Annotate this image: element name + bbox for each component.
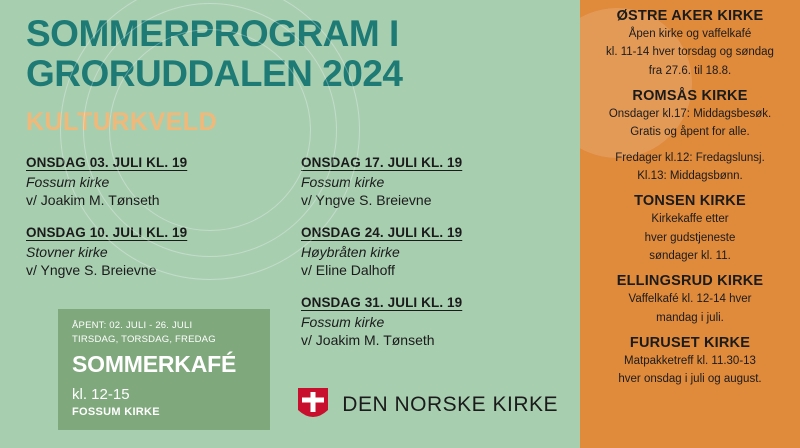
- church-line: mandag i juli.: [656, 311, 724, 324]
- sidebar: [580, 0, 800, 448]
- church-line: kl. 11-14 hver torsdag og søndag: [606, 46, 774, 59]
- church-line: Vaffelkafé kl. 12-14 hver: [628, 293, 752, 306]
- event-place: Fossum kirke: [301, 173, 385, 190]
- cafe-heading: SOMMERKAFÉ: [72, 351, 237, 377]
- church-line: fra 27.6. til 18.8.: [648, 64, 732, 77]
- church-name: ØSTRE AKER KIRKE: [616, 8, 764, 24]
- event-place: Fossum kirke: [26, 173, 110, 190]
- church-line: Åpen kirke og vaffelkafé: [628, 28, 752, 40]
- event-person: v/ Yngve S. Breievne: [301, 191, 432, 208]
- church-name: TONSEN KIRKE: [634, 193, 746, 210]
- church-line: hver gudstjeneste: [644, 231, 736, 244]
- church-line: Fredager kl.12: Fredagslunsj.: [615, 151, 765, 164]
- event-date: ONSDAG 03. JULI KL. 19: [26, 154, 188, 170]
- list-item: [301, 225, 554, 278]
- church-line: Matpakketreff kl. 11.30-13: [624, 354, 756, 367]
- event-place: Fossum kirke: [301, 313, 385, 330]
- church-name: ELLINGSRUD KIRKE: [616, 273, 764, 290]
- church-name: FURUSET KIRKE: [629, 334, 751, 351]
- list-item: [26, 155, 279, 208]
- list-item: [26, 225, 279, 278]
- sidebar-item-furuset: [592, 335, 788, 388]
- event-place: Stovner kirke: [26, 243, 108, 260]
- cafe-place: FOSSUM KIRKE: [72, 406, 160, 418]
- section-subtitle: KULTURKVELD: [26, 107, 218, 136]
- list-item: [301, 295, 554, 348]
- event-date: ONSDAG 17. JULI KL. 19: [301, 154, 463, 170]
- cafe-time: kl. 12-15: [72, 386, 130, 403]
- sidebar-item-ostre-aker: [592, 8, 788, 79]
- page-title: SOMMERPROGRAM I GRORUDDALEN 2024: [26, 13, 403, 94]
- event-date: ONSDAG 10. JULI KL. 19: [26, 224, 188, 240]
- church-line: hver onsdag i juli og august.: [618, 373, 762, 386]
- events-column-right: [301, 155, 554, 365]
- event-person: v/ Eline Dalhoff: [301, 261, 395, 278]
- sidebar-item-ellingsrud: [592, 273, 788, 326]
- list-item: [301, 155, 554, 208]
- church-line: Gratis og åpent for alle.: [630, 126, 750, 139]
- event-person: v/ Joakim M. Tønseth: [301, 331, 435, 348]
- church-name: ROMSÅS KIRKE: [632, 87, 748, 104]
- church-cross-logo-icon: [296, 386, 330, 424]
- organisation-logo: [296, 386, 558, 424]
- sommerkafe-box: [58, 309, 270, 430]
- event-person: v/ Yngve S. Breievne: [26, 261, 157, 278]
- event-date: ONSDAG 31. JULI KL. 19: [301, 294, 463, 310]
- event-place: Høybråten kirke: [301, 243, 400, 260]
- event-date: ONSDAG 24. JULI KL. 19: [301, 224, 463, 240]
- church-line: Onsdager kl.17: Middagsbesøk.: [608, 107, 772, 120]
- sidebar-item-romsas: [592, 88, 788, 184]
- church-line: søndager kl. 11.: [649, 249, 731, 262]
- church-line: Kirkekaffe etter: [651, 213, 729, 226]
- church-line: Kl.13: Middagsbønn.: [637, 169, 743, 182]
- cafe-open-days: TIRSDAG, TORSDAG, FREDAG: [72, 334, 216, 346]
- event-person: v/ Joakim M. Tønseth: [26, 191, 160, 208]
- sidebar-item-tonsen: [592, 193, 788, 264]
- cafe-open-dates: ÅPENT: 02. JULI - 26. JULI: [72, 320, 193, 332]
- logo-text: DEN NORSKE KIRKE: [342, 393, 558, 416]
